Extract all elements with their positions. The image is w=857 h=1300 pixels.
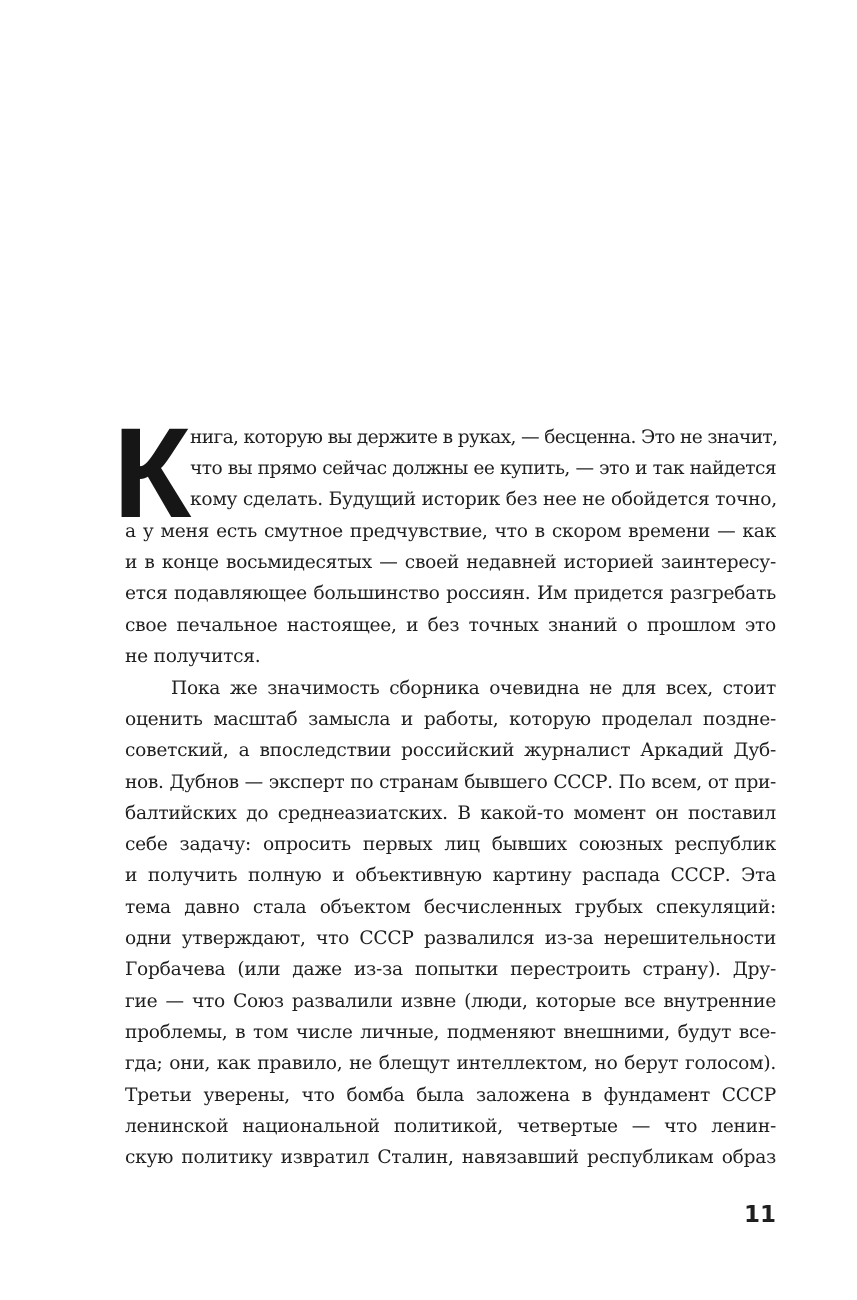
paragraph-2-line-12: проблемы, в том числе личные, подменяют внешними, будут все- — [125, 1022, 776, 1043]
paragraph-1-line-8: не получится. — [125, 646, 261, 667]
drop-cap-letter: К — [113, 402, 192, 545]
paragraph-2-line-13: гда; они, как правило, не блещут интеллектом, но берут голосом). — [125, 1053, 776, 1074]
paragraph-1-line-5: и в конце восьмидесятых — своей недавней историей заинтересу- — [125, 552, 776, 573]
paragraph-2-line-5: балтийских до среднеазиатских. В какой-то момент он поставил — [125, 803, 776, 824]
paragraph-2-line-7: и получить полную и объективную картину распада СССР. Эта — [125, 865, 776, 886]
paragraph-2-line-14: Третьи уверены, что бомба была заложена в фундамент СССР — [125, 1085, 776, 1106]
paragraph-2-line-3: советский, а впоследствии российский журналист Аркадий Дуб- — [125, 740, 776, 761]
paragraph-2-line-2: оценить масштаб замысла и работы, которую проделал поздне- — [125, 709, 776, 730]
paragraph-2-line-15: ленинской национальной политикой, четвертые — что ленин- — [125, 1116, 776, 1137]
paragraph-2-line-9: одни утверждают, что СССР развалился из-за нерешительности — [125, 928, 776, 949]
paragraph-2-line-16: скую политику извратил Сталин, навязавший республикам образ — [125, 1147, 776, 1168]
paragraph-2-line-11: гие — что Союз развалили извне (люди, которые все внутренние — [125, 991, 776, 1012]
paragraph-1-line-7: свое печальное настоящее, и без точных знаний о прошлом это — [125, 615, 776, 636]
page-number: 11 — [743, 1202, 776, 1228]
paragraph-2-line-10: Горбачева (или даже из-за попытки перестроить страну). Дру- — [125, 959, 776, 980]
paragraph-1-line-3: кому сделать. Будущий историк без нее не обойдется точно, — [190, 489, 777, 510]
paragraph-1-line-2: что вы прямо сейчас должны ее купить, — это и так найдется — [190, 458, 776, 479]
paragraph-1-line-4: а у меня есть смутное предчувствие, что в скором времени — как — [125, 521, 776, 542]
paragraph-2-line-8: тема давно стала объектом бесчисленных грубых спекуляций: — [125, 897, 776, 918]
paragraph-2-line-1: Пока же значимость сборника очевидна не для всех, стоит — [171, 678, 776, 699]
paragraph-2-line-6: себе задачу: опросить первых лиц бывших союзных республик — [125, 834, 776, 855]
paragraph-1-line-6: ется подавляющее большинство россиян. Им придется разгребать — [125, 583, 776, 604]
paragraph-1-line-1: нига, которую вы держите в руках, — бесценна. Это не значит, — [190, 427, 778, 448]
paragraph-2-line-4: нов. Дубнов — эксперт по странам бывшего СССР. По всем, от при- — [125, 772, 776, 793]
